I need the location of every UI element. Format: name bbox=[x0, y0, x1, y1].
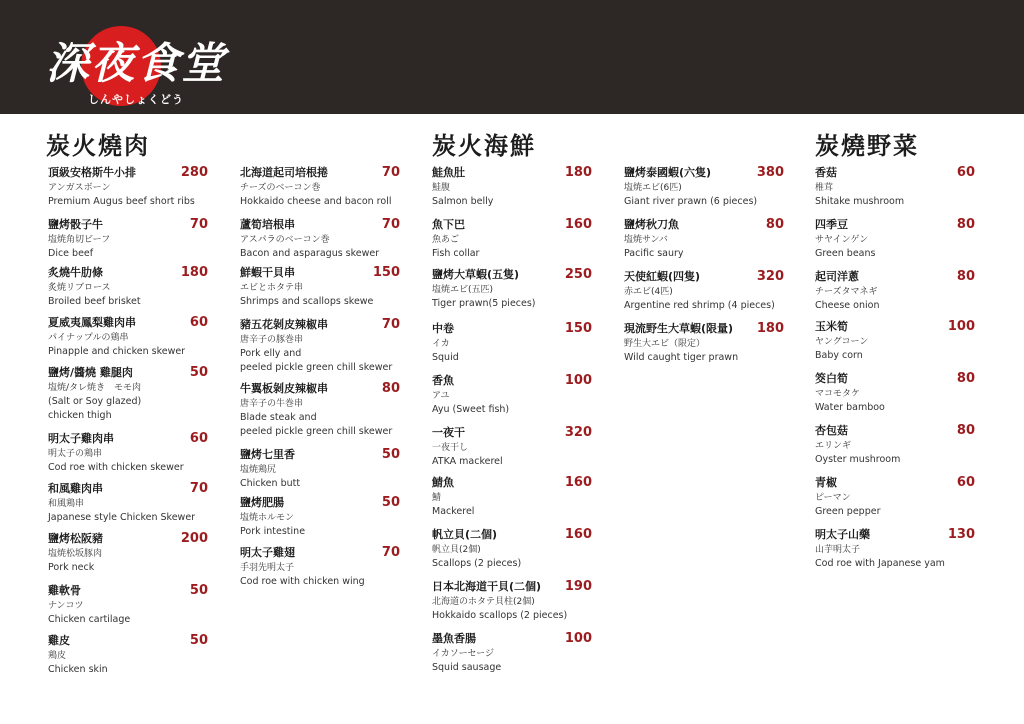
menu-item bbox=[240, 166, 400, 209]
menu-item bbox=[624, 218, 784, 261]
menu-item bbox=[432, 580, 592, 623]
menu-item bbox=[48, 316, 208, 359]
item-english-name: Salmon belly bbox=[432, 196, 494, 207]
item-price: 180 bbox=[756, 321, 784, 336]
item-price: 80 bbox=[765, 217, 784, 232]
item-japanese-name: 塩焼鶏尻 bbox=[240, 465, 277, 475]
item-japanese-name: ヤングコーン bbox=[815, 337, 869, 347]
item-english-name: Bacon and asparagus skewer bbox=[240, 248, 380, 259]
item-japanese-name: 帆立貝(2個) bbox=[432, 545, 481, 555]
item-name: 鹽烤泰國蝦(六隻) bbox=[624, 166, 712, 179]
item-english-name: Blade steak and bbox=[240, 412, 317, 423]
item-english-name: Japanese style Chicken Skewer bbox=[48, 512, 196, 523]
item-japanese-name: 椎茸 bbox=[815, 183, 834, 193]
item-japanese-name: パイナップルの鶏串 bbox=[48, 333, 129, 343]
item-name: 香魚 bbox=[432, 374, 454, 387]
item-price: 100 bbox=[564, 373, 592, 388]
item-japanese-name: 塩焼サンバ bbox=[624, 235, 668, 245]
item-name: 玉米筍 bbox=[815, 320, 848, 333]
item-name: 鯖魚 bbox=[432, 476, 454, 489]
item-price: 50 bbox=[189, 365, 208, 380]
item-japanese-name: ピーマン bbox=[815, 493, 851, 503]
item-japanese-name: アユ bbox=[432, 391, 450, 401]
item-price: 80 bbox=[381, 381, 400, 396]
item-price: 60 bbox=[956, 475, 975, 490]
item-price: 130 bbox=[947, 527, 975, 542]
item-price: 100 bbox=[564, 631, 592, 646]
item-japanese-name: 塩焼エビ(6匹) bbox=[624, 183, 682, 193]
item-japanese-name: アスパラのベーコン巻 bbox=[240, 235, 330, 245]
item-english-name: Premium Augus beef short ribs bbox=[48, 196, 195, 207]
item-english-name: Oyster mushroom bbox=[815, 454, 901, 465]
item-english-name: Pork neck bbox=[48, 562, 95, 573]
menu-item bbox=[432, 632, 592, 675]
item-english-name: Chicken skin bbox=[48, 664, 108, 675]
item-name: 鹽烤秋刀魚 bbox=[624, 218, 679, 231]
item-price: 50 bbox=[189, 633, 208, 648]
item-japanese-name: 明太子の鶏串 bbox=[48, 449, 103, 459]
item-english-name: chicken thigh bbox=[48, 410, 112, 421]
item-english-name: Squid bbox=[432, 352, 459, 363]
item-english-name: Squid sausage bbox=[432, 662, 502, 673]
item-name: 牛翼板剝皮辣椒串 bbox=[240, 382, 328, 395]
item-english-name: Argentine red shrimp (4 pieces) bbox=[624, 300, 775, 311]
menu-item bbox=[432, 218, 592, 261]
item-english-name: Cod roe with chicken skewer bbox=[48, 462, 184, 473]
item-price: 70 bbox=[189, 481, 208, 496]
item-english-name: Chicken butt bbox=[240, 478, 301, 489]
item-english-name: Pork elly and bbox=[240, 348, 302, 359]
item-price: 160 bbox=[564, 475, 592, 490]
item-name: 四季豆 bbox=[815, 218, 848, 231]
item-price: 60 bbox=[189, 315, 208, 330]
item-price: 180 bbox=[564, 165, 592, 180]
item-english-name: Pinapple and chicken skewer bbox=[48, 346, 186, 357]
item-name: 日本北海道干貝(二個) bbox=[432, 580, 542, 593]
menu-item bbox=[815, 166, 975, 209]
item-japanese-name: ナンコツ bbox=[48, 601, 84, 611]
item-english-name: Tiger prawn(5 pieces) bbox=[432, 298, 536, 309]
item-name: 鹽烤七里香 bbox=[240, 448, 295, 461]
item-name: 魚下巴 bbox=[432, 218, 465, 231]
item-name: 墨魚香腸 bbox=[432, 632, 476, 645]
menu-item bbox=[48, 532, 208, 575]
item-name: 豬五花剝皮辣椒串 bbox=[240, 318, 328, 331]
item-name: 中卷 bbox=[432, 322, 454, 335]
item-price: 160 bbox=[564, 527, 592, 542]
item-english-name: Giant river prawn (6 pieces) bbox=[624, 196, 758, 207]
menu-item bbox=[240, 382, 400, 439]
section-title-grill: 炭火燒肉 bbox=[46, 131, 150, 160]
logo-title: 深夜食堂 bbox=[46, 39, 226, 89]
item-price: 150 bbox=[372, 265, 400, 280]
menu-item bbox=[815, 476, 975, 519]
item-name: 雞皮 bbox=[48, 634, 70, 647]
menu-item bbox=[240, 266, 400, 309]
item-price: 180 bbox=[180, 265, 208, 280]
item-japanese-name: 手羽先明太子 bbox=[240, 563, 295, 573]
menu-item bbox=[432, 374, 592, 417]
item-english-name: Pacific saury bbox=[624, 248, 684, 259]
menu-item bbox=[815, 424, 975, 467]
item-price: 70 bbox=[381, 317, 400, 332]
item-english-name: Ayu (Sweet fish) bbox=[432, 404, 510, 415]
item-price: 190 bbox=[564, 579, 592, 594]
item-english-name: Cod roe with Japanese yam bbox=[815, 558, 945, 569]
item-name: 天使紅蝦(四隻) bbox=[624, 270, 701, 283]
item-price: 80 bbox=[956, 423, 975, 438]
item-english-name: Green beans bbox=[815, 248, 876, 259]
item-english-name: peeled pickle green chill skewer bbox=[240, 426, 393, 437]
item-price: 320 bbox=[756, 269, 784, 284]
menu-item bbox=[624, 270, 784, 313]
menu-item bbox=[624, 322, 784, 365]
menu-item bbox=[815, 528, 975, 571]
item-name: 鹽烤大草蝦(五隻) bbox=[432, 268, 520, 281]
item-name: 杏包菇 bbox=[815, 424, 848, 437]
item-english-name: (Salt or Soy glazed) bbox=[48, 396, 142, 407]
item-japanese-name: 赤エビ(4匹) bbox=[624, 287, 673, 297]
item-price: 50 bbox=[381, 447, 400, 462]
item-price: 380 bbox=[756, 165, 784, 180]
menu-item bbox=[48, 218, 208, 261]
menu-item bbox=[240, 546, 400, 589]
item-name: 明太子山藥 bbox=[815, 528, 870, 541]
item-name: 現流野生大草蝦(限量) bbox=[624, 322, 734, 335]
item-price: 70 bbox=[381, 545, 400, 560]
item-japanese-name: 鯖 bbox=[432, 493, 442, 503]
menu-item bbox=[48, 432, 208, 475]
menu-item bbox=[48, 634, 208, 677]
item-english-name: peeled pickle green chill skewer bbox=[240, 362, 393, 373]
item-name: 鹽烤松阪豬 bbox=[48, 532, 103, 545]
item-japanese-name: 塩焼ホルモン bbox=[240, 513, 295, 523]
item-english-name: Water bamboo bbox=[815, 402, 885, 413]
item-japanese-name: 塩焼松坂豚肉 bbox=[48, 549, 103, 559]
item-price: 160 bbox=[564, 217, 592, 232]
menu-item bbox=[432, 166, 592, 209]
item-price: 80 bbox=[956, 371, 975, 386]
item-name: 蘆筍培根串 bbox=[240, 218, 295, 231]
item-english-name: Shitake mushroom bbox=[815, 196, 905, 207]
menu-item bbox=[815, 270, 975, 313]
menu-item bbox=[48, 166, 208, 209]
item-english-name: Wild caught tiger prawn bbox=[624, 352, 739, 363]
item-english-name: Cheese onion bbox=[815, 300, 880, 311]
item-name: 鮮蝦干貝串 bbox=[240, 266, 295, 279]
item-japanese-name: イカソーセージ bbox=[432, 649, 495, 659]
item-japanese-name: 和風鶏串 bbox=[48, 499, 85, 509]
item-price: 80 bbox=[956, 217, 975, 232]
item-english-name: Broiled beef brisket bbox=[48, 296, 141, 307]
item-name: 青椒 bbox=[815, 476, 837, 489]
item-english-name: Hokkaido cheese and bacon roll bbox=[240, 196, 392, 207]
item-price: 200 bbox=[180, 531, 208, 546]
menu-item bbox=[624, 166, 784, 209]
menu-item bbox=[815, 320, 975, 363]
item-name: 雞軟骨 bbox=[48, 584, 81, 597]
item-english-name: Shrimps and scallops skewe bbox=[240, 296, 374, 307]
item-name: 鹽烤/醬燒 雞腿肉 bbox=[48, 366, 133, 379]
item-english-name: Cod roe with chicken wing bbox=[240, 576, 365, 587]
item-price: 70 bbox=[189, 217, 208, 232]
item-name: 鹽烤肥腸 bbox=[240, 496, 284, 509]
menu-item bbox=[240, 496, 400, 539]
item-name: 炙燒牛肋條 bbox=[48, 266, 103, 279]
item-name: 明太子雞肉串 bbox=[48, 432, 114, 445]
item-price: 280 bbox=[180, 165, 208, 180]
item-name: 頂級安格斯牛小排 bbox=[48, 166, 136, 179]
menu-item bbox=[432, 528, 592, 571]
menu-item bbox=[815, 372, 975, 415]
item-name: 夏威夷鳳梨雞肉串 bbox=[48, 316, 136, 329]
item-price: 320 bbox=[564, 425, 592, 440]
item-japanese-name: 炙焼リブロース bbox=[48, 283, 111, 293]
item-english-name: Scallops (2 pieces) bbox=[432, 558, 522, 569]
item-name: 北海道起司培根捲 bbox=[240, 166, 328, 179]
item-japanese-name: アンガスボーン bbox=[48, 183, 111, 193]
logo-subtitle: しんやしょくどう bbox=[88, 93, 184, 106]
item-japanese-name: エビとホタテ串 bbox=[240, 283, 304, 293]
item-japanese-name: 鶏皮 bbox=[48, 651, 67, 661]
menu-item bbox=[240, 448, 400, 491]
item-japanese-name: 山芋明太子 bbox=[815, 545, 861, 555]
item-japanese-name: エリンギ bbox=[815, 441, 852, 451]
item-japanese-name: 一夜干し bbox=[432, 443, 469, 453]
item-japanese-name: 唐辛子の豚巻串 bbox=[240, 335, 304, 345]
menu-item bbox=[432, 476, 592, 519]
menu-item bbox=[432, 322, 592, 365]
item-english-name: ATKA mackerel bbox=[432, 456, 503, 467]
item-english-name: Chicken cartilage bbox=[48, 614, 131, 625]
item-english-name: Fish collar bbox=[432, 248, 480, 259]
section-title-vegetables: 炭燒野菜 bbox=[815, 131, 919, 160]
item-name: 明太子雞翅 bbox=[240, 546, 295, 559]
item-price: 70 bbox=[381, 217, 400, 232]
section-title-seafood: 炭火海鮮 bbox=[432, 131, 536, 160]
item-price: 150 bbox=[564, 321, 592, 336]
item-price: 50 bbox=[189, 583, 208, 598]
item-name: 鮭魚肚 bbox=[432, 166, 465, 179]
menu-item bbox=[432, 426, 592, 469]
item-name: 帆立貝(二個) bbox=[432, 528, 498, 541]
item-japanese-name: 塩焼エビ(五匹) bbox=[432, 285, 494, 295]
menu-item bbox=[240, 318, 400, 375]
header-banner bbox=[0, 0, 1024, 114]
item-japanese-name: チーズのベーコン巻 bbox=[240, 183, 321, 193]
item-english-name: Baby corn bbox=[815, 350, 863, 361]
item-japanese-name: 北海道のホタテ貝柱(2個) bbox=[432, 597, 535, 607]
item-english-name: Mackerel bbox=[432, 506, 475, 517]
item-price: 50 bbox=[381, 495, 400, 510]
menu-item bbox=[48, 366, 208, 423]
item-name: 鹽烤骰子牛 bbox=[48, 218, 103, 231]
item-japanese-name: 野生大エビ（限定） bbox=[624, 339, 706, 349]
menu-item bbox=[48, 482, 208, 525]
item-japanese-name: 塩焼/タレ焼き モモ肉 bbox=[48, 383, 142, 393]
menu-item bbox=[432, 268, 592, 311]
menu-item bbox=[48, 266, 208, 309]
item-japanese-name: 鮭腹 bbox=[432, 183, 451, 193]
item-name: 筊白筍 bbox=[815, 372, 848, 385]
item-english-name: Hokkaido scallops (2 pieces) bbox=[432, 610, 568, 621]
item-name: 和風雞肉串 bbox=[48, 482, 103, 495]
item-japanese-name: サヤインゲン bbox=[815, 235, 869, 245]
menu-item bbox=[815, 218, 975, 261]
item-price: 250 bbox=[564, 267, 592, 282]
item-price: 60 bbox=[956, 165, 975, 180]
item-price: 70 bbox=[381, 165, 400, 180]
item-japanese-name: マコモタケ bbox=[815, 389, 861, 399]
item-name: 一夜干 bbox=[432, 426, 465, 439]
item-japanese-name: 塩焼角切ビーフ bbox=[48, 235, 111, 245]
item-japanese-name: 魚あご bbox=[432, 235, 460, 245]
item-price: 80 bbox=[956, 269, 975, 284]
item-japanese-name: イカ bbox=[432, 339, 450, 349]
item-name: 起司洋蔥 bbox=[815, 270, 859, 283]
item-english-name: Green pepper bbox=[815, 506, 881, 517]
item-name: 香菇 bbox=[815, 166, 837, 179]
item-japanese-name: チーズタマネギ bbox=[815, 287, 878, 297]
item-english-name: Dice beef bbox=[48, 248, 94, 259]
menu-item bbox=[240, 218, 400, 261]
menu-item bbox=[48, 584, 208, 627]
item-english-name: Pork intestine bbox=[240, 526, 306, 537]
item-price: 60 bbox=[189, 431, 208, 446]
item-japanese-name: 唐辛子の牛巻串 bbox=[240, 399, 304, 409]
item-price: 100 bbox=[947, 319, 975, 334]
